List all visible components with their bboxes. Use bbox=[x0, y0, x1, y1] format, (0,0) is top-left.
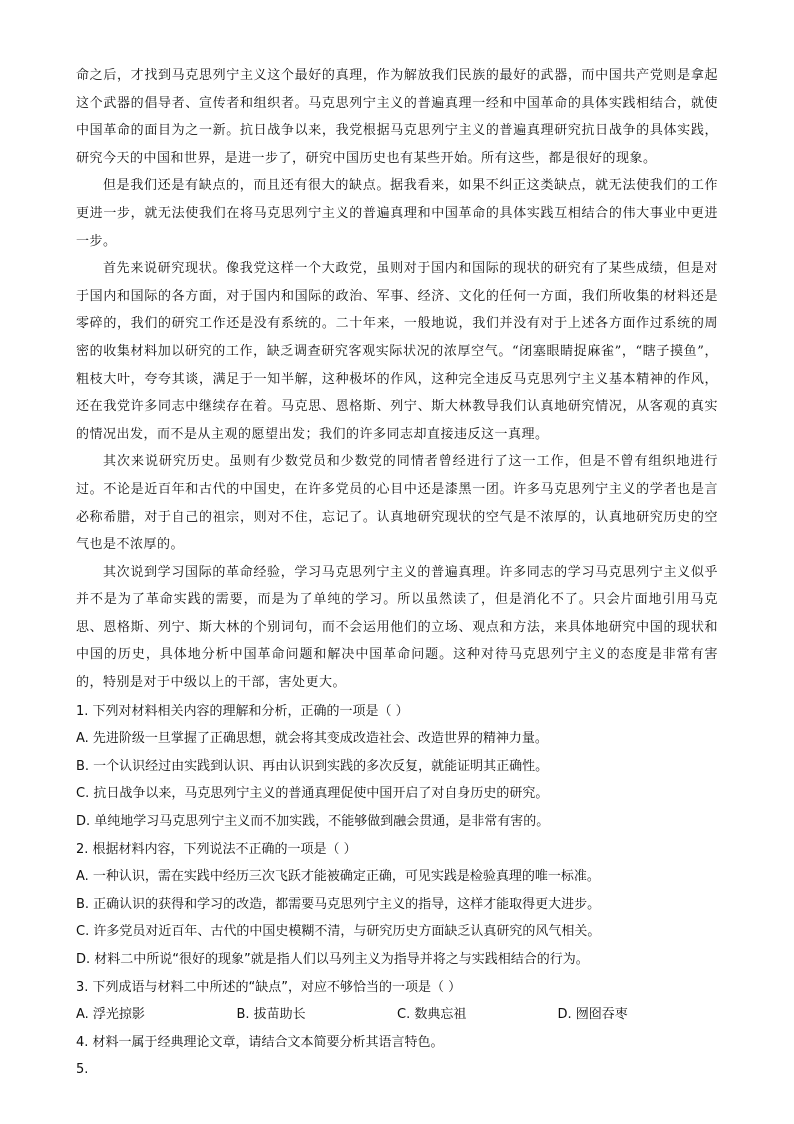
exam-page bbox=[76, 62, 718, 1084]
option-b: B. 拔苗助长 bbox=[236, 1007, 306, 1023]
option-c: C. 许多党员对近百年、古代的中国史模糊不清，与研究历史方面缺乏认真研究的风气相关。 bbox=[76, 924, 601, 940]
option-a: A. 一种认识，需在实践中经历三次飞跃才能被确定正确，可见实践是检验真理的唯一标准。 bbox=[76, 869, 600, 885]
option-c: C. 抗日战争以来，马克思列宁主义的普通真理促使中国开启了对自身历史的研究。 bbox=[76, 786, 549, 802]
option-c: C. 数典忘祖 bbox=[397, 1007, 467, 1023]
question-number: 5. bbox=[76, 1062, 89, 1078]
question-3 bbox=[76, 974, 718, 1029]
question-stem: 4. 材料一属于经典理论文章，请结合文本简要分析其语言特色。 bbox=[76, 1034, 444, 1050]
option-d: D. 单纯地学习马克思列宁主义而不加实践，不能够做到融会贯通，是非常有害的。 bbox=[76, 814, 550, 830]
option-a: A. 先进阶级一旦掌握了正确思想，就会将其变成改造社会、改造世界的精神力量。 bbox=[76, 731, 548, 747]
question-stem: 2. 根据材料内容，下列说法不正确的一项是（ ） bbox=[76, 841, 357, 857]
question-4 bbox=[76, 1029, 718, 1057]
question-1 bbox=[76, 698, 718, 836]
question-5 bbox=[76, 1056, 718, 1084]
question-stem: 3. 下列成语与材料二中所述的“缺点”，对应不够恰当的一项是（ ） bbox=[76, 979, 462, 995]
option-b: B. 一个认识经过由实践到认识、再由认识到实践的多次反复，就能证明其正确性。 bbox=[76, 758, 549, 774]
option-a: A. 浮光掠影 bbox=[76, 1007, 145, 1023]
question-2 bbox=[76, 836, 718, 974]
option-d: D. 囫囵吞枣 bbox=[557, 1007, 628, 1023]
option-d: D. 材料二中所说“很好的现象”就是指人们以马列主义为指导并将之与实践相结合的行为。 bbox=[76, 952, 589, 967]
passage-paragraph: 其次来说研究历史。虽则有少数党员和少数党的同情者曾经进行了这一工作，但是不曾有组织地进行过。不论是近百年和古代的中国史，在许多党员的心目中还是漆黑一团。许多马克思列宁主义的学者也是言必称希腊，对于自己的祖宗，则对不住，忘记了。认真地研究现状的空气是不浓厚的，认真地研究历史的空气也是不浓厚的。 bbox=[76, 454, 718, 553]
passage-paragraph: 其次说到学习国际的革命经验，学习马克思列宁主义的普遍真理。许多同志的学习马克思列宁主义似乎并不是为了革命实践的需要，而是为了单纯的学习。所以虽然读了，但是消化不了。只会片面地引用马克思、恩格斯、列宁、斯大林的个别词句，而不会运用他们的立场、观点和方法，来具体地研究中国的现状和中国的历史，具体地分析中国革命问题和解决中国革命问题。这种对待马克思列宁主义的态度是非常有害的，特别是对于中级以上的干部，害处更大。 bbox=[76, 564, 718, 691]
question-stem: 1. 下列对材料相关内容的理解和分析，正确的一项是（ ） bbox=[76, 703, 409, 719]
passage-paragraph: 但是我们还是有缺点的，而且还有很大的缺点。据我看来，如果不纠正这类缺点，就无法使我们的工作更进一步，就无法使我们在将马克思列宁主义的普遍真理和中国革命的具体实践互相结合的伟大事业中更进一步。 bbox=[76, 178, 718, 249]
options-row bbox=[76, 1001, 718, 1029]
passage-paragraph: 首先来说研究现状。像我党这样一个大政党，虽则对于国内和国际的现状的研究有了某些成绩，但是对于国内和国际的各方面，对于国内和国际的政治、军事、经济、文化的任何一方面，我们所收集的材料还是零碎的，我们的研究工作还是没有系统的。二十年来，一般地说，我们并没有对于上述各方面作过系统的周密的收集材料加以研究的工作，缺乏调查研究客观实际状况的浓厚空气。“闭塞眼睛捉麻雀”，“瞎子摸鱼”，粗枝大叶，夸夸其谈，满足于一知半解，这种极坏的作风，这种完全违反马克思列宁主义基本精神的作风，还在我党许多同志中继续存在着。马克思、恩格斯、列宁、斯大林教导我们认真地研究情况，从客观的真实的情况出发，而不是从主观的愿望出发；我们的许多同志却直接违反这一真理。 bbox=[76, 261, 718, 442]
option-b: B. 正确认识的获得和学习的改造，都需要马克思列宁主义的指导，这样才能取得更大进步。 bbox=[76, 896, 601, 912]
reading-passage bbox=[76, 62, 718, 697]
passage-paragraph: 命之后，才找到马克思列宁主义这个最好的真理，作为解放我们民族的最好的武器，而中国共产党则是拿起这个武器的倡导者、宣传者和组织者。马克思列宁主义的普遍真理一经和中国革命的具体实践相结合，就使中国革命的面目为之一新。抗日战争以来，我党根据马克思列宁主义的普遍真理研究抗日战争的具体实践，研究今天的中国和世界，是进一步了，研究中国历史也有某些开始。所有这些，都是很好的现象。 bbox=[76, 68, 718, 166]
